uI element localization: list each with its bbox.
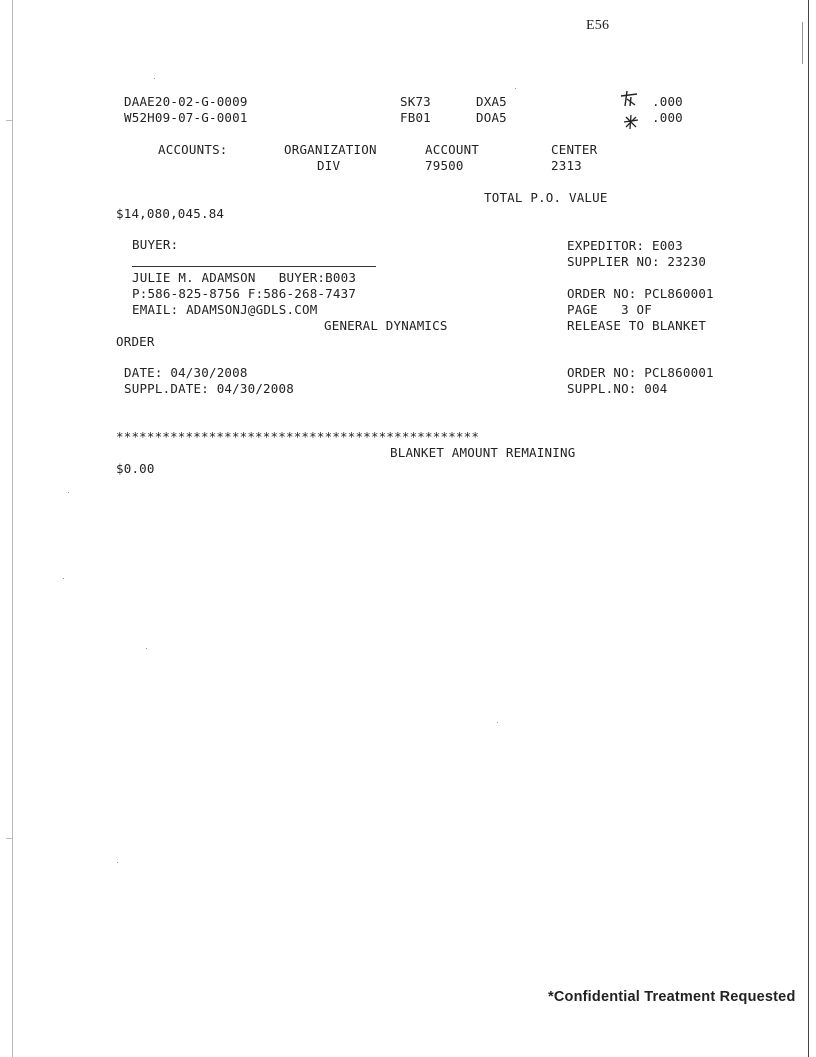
scan-left-tick <box>6 120 12 121</box>
contract-number: DAAE20-02-G-0009 <box>124 94 248 109</box>
order-date: DATE: 04/30/2008 <box>124 365 248 380</box>
center-label: CENTER <box>551 142 598 157</box>
confidential-notice: *Confidential Treatment Requested <box>548 989 796 1005</box>
scan-speck <box>63 578 64 579</box>
supplier-number: SUPPLIER NO: 23230 <box>567 254 707 269</box>
asterisk-separator: *********************************************** <box>116 429 480 444</box>
buyer-name: JULIE M. ADAMSON BUYER:B003 <box>132 270 357 285</box>
order-number: ORDER NO: PCL860001 <box>567 286 714 301</box>
contract-number: W52H09-07-G-0001 <box>124 110 248 125</box>
buyer-email: EMAIL: ADAMSONJ@GDLS.COM <box>132 302 318 317</box>
buyer-underline <box>132 266 376 267</box>
contract-code-2: DXA5 <box>476 94 507 109</box>
scan-speck <box>146 648 147 649</box>
blanket-amount-value: $0.00 <box>116 461 155 476</box>
supplement-date: SUPPL.DATE: 04/30/2008 <box>124 381 294 396</box>
buyer-phone: P:586-825-8756 F:586-268-7437 <box>132 286 357 301</box>
organization-value: DIV <box>317 158 341 173</box>
order-number-2: ORDER NO: PCL860001 <box>567 365 714 380</box>
scan-left-edge <box>12 0 13 1057</box>
contract-code-1: SK73 <box>400 94 431 109</box>
company-name: GENERAL DYNAMICS <box>324 318 448 333</box>
scan-right-edge <box>808 0 809 1057</box>
scan-speck <box>515 88 516 89</box>
scan-left-tick <box>6 838 12 839</box>
redaction-mark-icon <box>618 90 640 108</box>
organization-label: ORGANIZATION <box>284 142 377 157</box>
supplement-number: SUPPL.NO: 004 <box>567 381 668 396</box>
contract-value: .000 <box>652 94 683 109</box>
contract-value: .000 <box>652 110 683 125</box>
order-word: ORDER <box>116 334 155 349</box>
accounts-label: ACCOUNTS: <box>158 142 228 157</box>
blanket-amount-label: BLANKET AMOUNT REMAINING <box>390 445 576 460</box>
scan-speck <box>497 722 498 723</box>
scan-speck <box>117 862 118 863</box>
total-po-label: TOTAL P.O. VALUE <box>484 190 608 205</box>
contract-code-1: FB01 <box>400 110 431 125</box>
center-value: 2313 <box>551 158 582 173</box>
page-code: E56 <box>586 18 610 33</box>
scan-speck <box>154 78 155 79</box>
scan-speck <box>68 492 69 493</box>
scan-right-mark <box>802 22 803 64</box>
total-po-value: $14,080,045.84 <box>116 206 225 221</box>
page-indicator: PAGE 3 OF <box>567 302 652 317</box>
expeditor: EXPEDITOR: E003 <box>567 238 683 253</box>
account-label: ACCOUNT <box>425 142 480 157</box>
buyer-label: BUYER: <box>132 237 179 252</box>
account-value: 79500 <box>425 158 464 173</box>
asterisk-mark-icon <box>622 114 640 130</box>
release-type: RELEASE TO BLANKET <box>567 318 707 333</box>
contract-code-2: DOA5 <box>476 110 507 125</box>
